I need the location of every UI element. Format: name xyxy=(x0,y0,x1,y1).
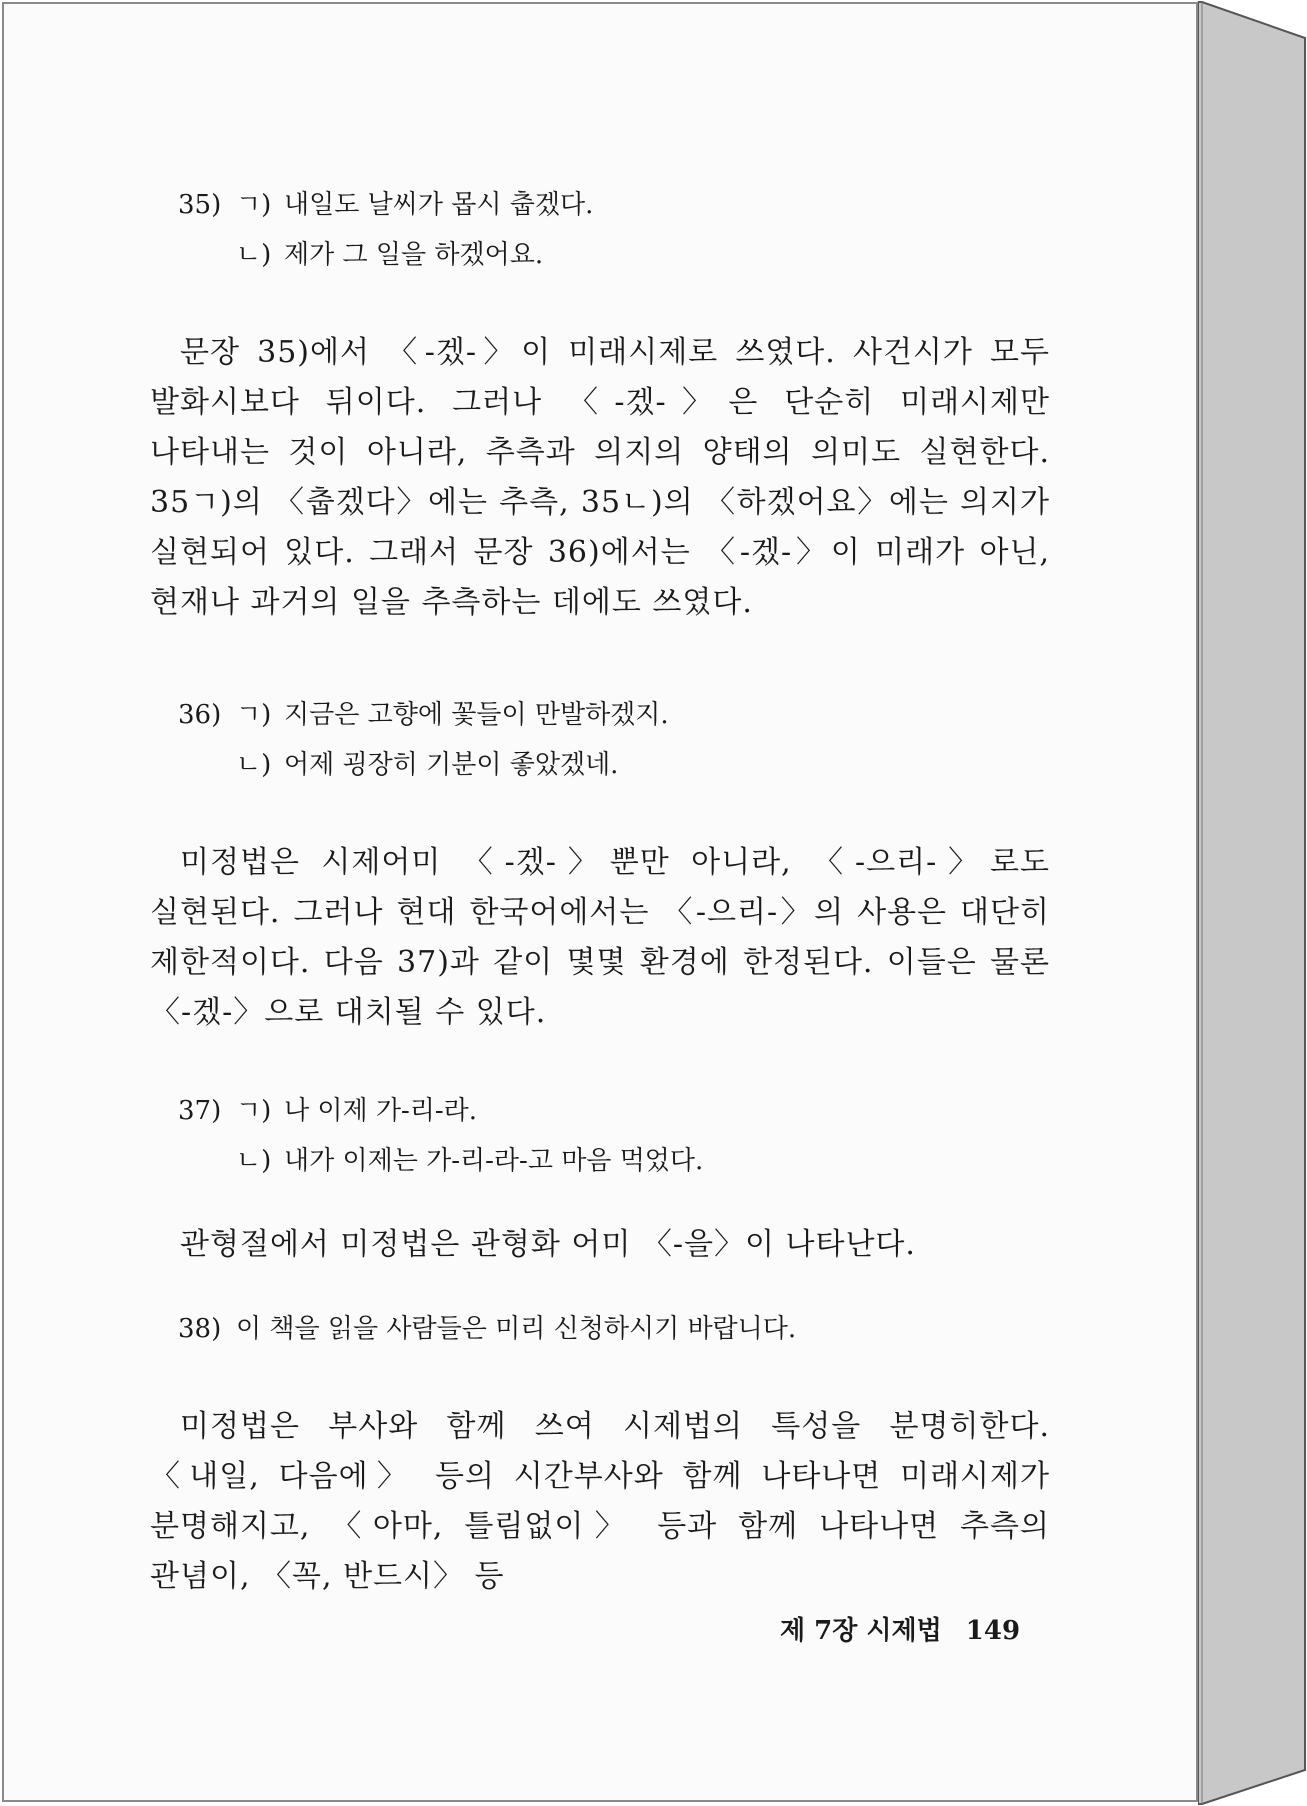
example-marker: ㄱ) xyxy=(236,1096,272,1126)
example-text: 제가 그 일을 하겠어요. xyxy=(284,240,544,270)
example-36 xyxy=(178,690,1050,790)
example-38 xyxy=(178,1304,1050,1354)
example-text: 이 책을 읽을 사람들은 미리 신청하시기 바랍니다. xyxy=(236,1314,797,1344)
page-edge-shape xyxy=(1198,0,1307,1806)
example-36-a xyxy=(178,690,1050,740)
page-footer xyxy=(780,1610,1020,1647)
example-35-b xyxy=(178,230,1050,280)
example-marker: ㄱ) xyxy=(236,700,272,730)
example-marker: ㄴ) xyxy=(236,240,272,270)
example-marker: ㄱ) xyxy=(236,190,272,220)
paragraph-3: 관형절에서 미정법은 관형화 어미 〈-을〉이 나타난다. xyxy=(180,1227,916,1262)
paragraph-2: 미정법은 시제어미 〈-겠-〉뿐만 아니라, 〈-으리-〉로도 실현된다. 그러나 현대 한국어에서는 〈-으리-〉의 사용은 대단히 제한적이다. 다음 37)과 같이 몇몇 환경에 한정된다. 이들은 물론 〈-겠-〉으로 대치될 수 있다. xyxy=(150,845,1050,1030)
example-number: 38) xyxy=(178,1314,222,1344)
page-number: 149 xyxy=(965,1616,1021,1646)
example-text: 내일도 날씨가 몹시 춥겠다. xyxy=(284,190,594,220)
page-content xyxy=(150,180,1050,1602)
example-36-b xyxy=(178,740,1050,790)
example-37-a xyxy=(178,1086,1050,1136)
example-marker: ㄴ) xyxy=(236,750,272,780)
chapter-title: 제 7장 시제법 xyxy=(780,1616,942,1646)
example-text: 지금은 고향에 꽃들이 만발하겠지. xyxy=(284,700,669,730)
example-35 xyxy=(178,180,1050,280)
example-number: 36) xyxy=(178,700,222,730)
example-37-b xyxy=(178,1136,1050,1186)
example-marker: ㄴ) xyxy=(236,1146,272,1176)
paragraph-4: 미정법은 부사와 함께 쓰여 시제법의 특성을 분명히한다. 〈내일, 다음에〉 등의 시간부사와 함께 나타나면 미래시제가 분명해지고, 〈아마, 틀림없이〉 등과 함께 나타나면 추측의 관념이, 〈꼭, 반드시〉 등 xyxy=(150,1409,1050,1594)
example-number: 35) xyxy=(178,190,222,220)
paragraph-1: 문장 35)에서 〈-겠-〉이 미래시제로 쓰였다. 사건시가 모두 발화시보다 뒤이다. 그러나 〈-겠-〉은 단순히 미래시제만 나타내는 것이 아니라, 추측과 의지의 양태의 의미도 실현한다. 35ㄱ)의 〈춥겠다〉에는 추측, 35ㄴ)의 〈하겠어요〉에는 의지가 실현되어 있다. 그래서 문장 36)에서는 〈-겠-〉이 미래가 아닌, 현재나 과거의 일을 추측하는 데에도 쓰였다. xyxy=(150,335,1050,620)
example-text: 나 이제 가-리-라. xyxy=(284,1096,478,1126)
example-number: 37) xyxy=(178,1096,222,1126)
example-text: 내가 이제는 가-리-라-고 마음 먹었다. xyxy=(284,1146,704,1176)
example-37 xyxy=(178,1086,1050,1186)
example-35-a xyxy=(178,180,1050,230)
example-text: 어제 굉장히 기분이 좋았겠네. xyxy=(284,750,619,780)
